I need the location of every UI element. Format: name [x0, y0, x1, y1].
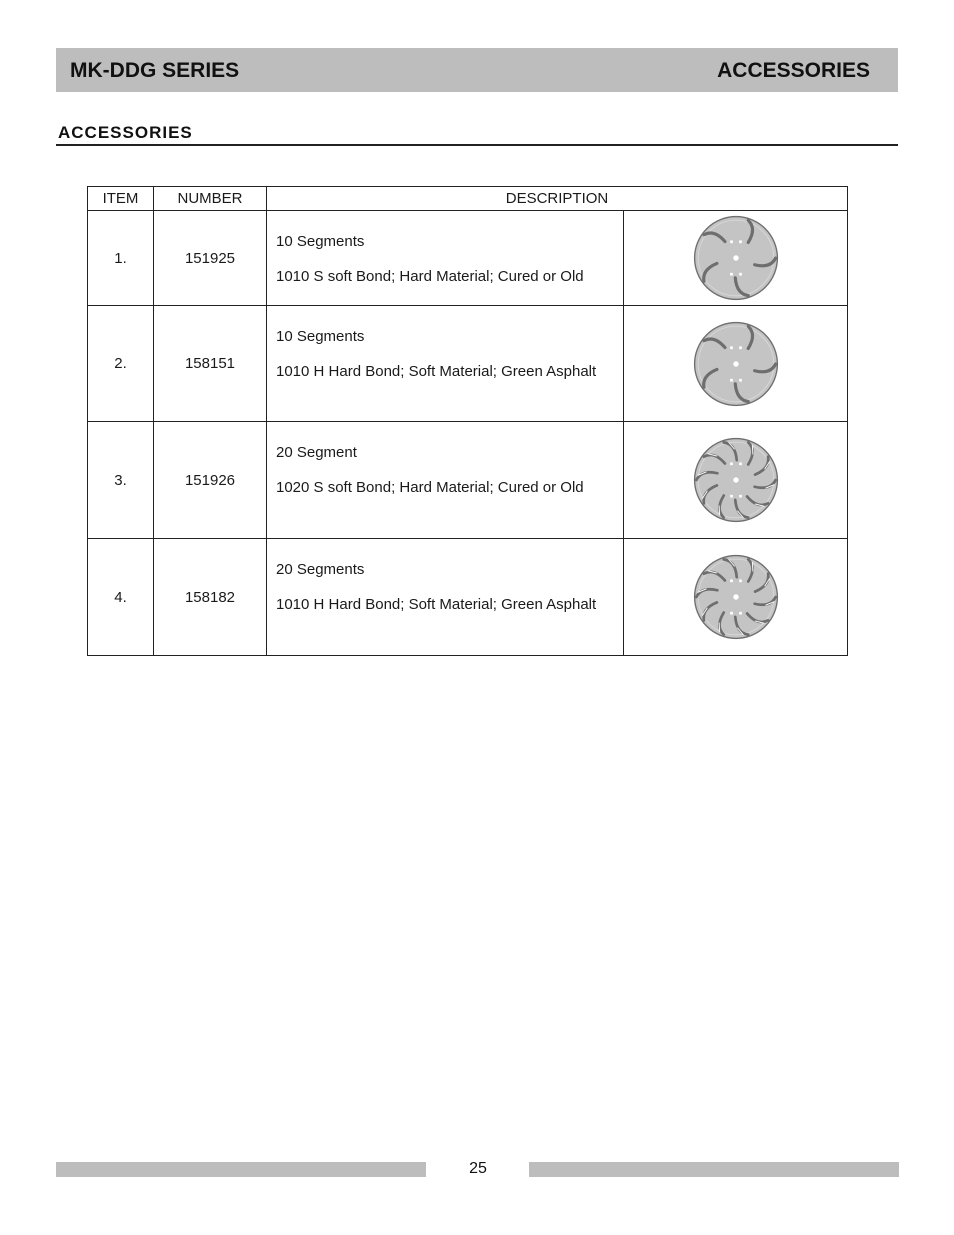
product-image-cell: [624, 306, 848, 422]
grinding-disc-icon: [691, 435, 781, 525]
description-cell: [267, 306, 624, 422]
accessories-table: [87, 186, 848, 656]
bond-description: 1020 S soft Bond; Hard Material; Cured or Old: [276, 479, 584, 496]
product-image-cell: [624, 422, 848, 539]
grinding-disc-icon: [691, 319, 781, 409]
series-title: MK-DDG SERIES: [70, 59, 240, 82]
table-row: [88, 211, 848, 306]
description-cell: [267, 539, 624, 656]
page-header-bar: [56, 48, 898, 92]
segment-count: 10 Segments: [276, 328, 365, 345]
product-image-cell: [624, 539, 848, 656]
bond-description: 1010 S soft Bond; Hard Material; Cured or Old: [276, 268, 584, 285]
part-number-cell: 158182: [154, 539, 267, 656]
description-cell: [267, 211, 624, 306]
item-cell: 2.: [88, 306, 154, 422]
item-cell: 4.: [88, 539, 154, 656]
column-header-item: ITEM: [88, 187, 154, 211]
description-cell: [267, 422, 624, 539]
table-row: [88, 306, 848, 422]
footer-bar-right: [529, 1162, 899, 1177]
grinding-disc-icon: [691, 213, 781, 303]
section-divider: [56, 144, 898, 146]
page-number: 25: [469, 1160, 487, 1177]
table-row: [88, 422, 848, 539]
bond-description: 1010 H Hard Bond; Soft Material; Green Asphalt: [276, 363, 597, 380]
segment-count: 10 Segments: [276, 233, 365, 250]
part-number-cell: 151926: [154, 422, 267, 539]
table-row: [88, 539, 848, 656]
item-cell: 3.: [88, 422, 154, 539]
bond-description: 1010 H Hard Bond; Soft Material; Green Asphalt: [276, 596, 597, 613]
column-header-description: DESCRIPTION: [267, 187, 848, 211]
section-title: ACCESSORIES: [58, 123, 193, 142]
chapter-title: ACCESSORIES: [717, 59, 870, 82]
part-number-cell: 158151: [154, 306, 267, 422]
product-image-cell: [624, 211, 848, 306]
segment-count: 20 Segments: [276, 561, 365, 578]
grinding-disc-icon: [691, 552, 781, 642]
table-header-row: [88, 187, 848, 211]
item-cell: 1.: [88, 211, 154, 306]
part-number-cell: 151925: [154, 211, 267, 306]
segment-count: 20 Segment: [276, 444, 357, 461]
footer-bar-left: [56, 1162, 426, 1177]
column-header-number: NUMBER: [154, 187, 267, 211]
